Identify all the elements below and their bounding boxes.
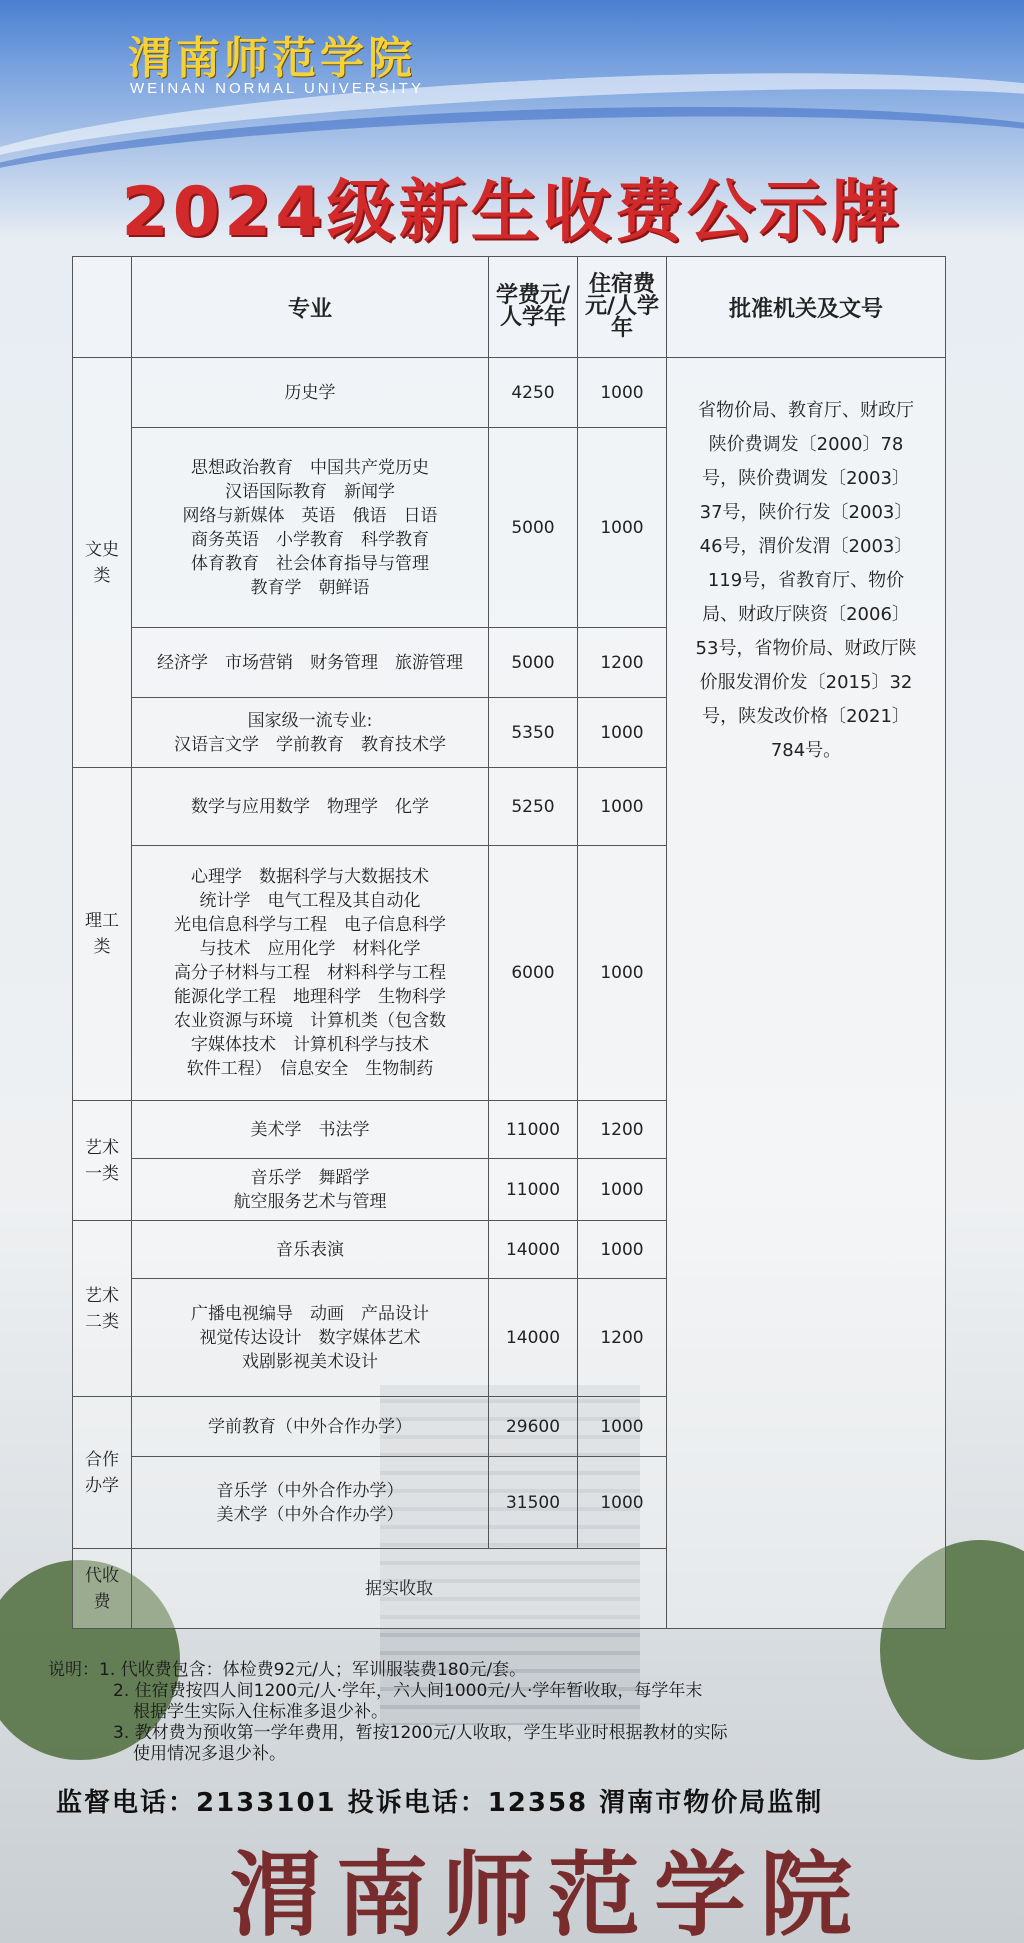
dorm-cell: 1000 bbox=[578, 698, 667, 768]
tuition-cell: 5000 bbox=[489, 628, 578, 698]
dorm-cell: 1000 bbox=[578, 1397, 667, 1457]
note-line: 2. 住宿费按四人间1200元/人·学年，六人间1000元/人·学年暂收取，每学年末 bbox=[113, 1681, 703, 1701]
dorm-cell: 1200 bbox=[578, 1101, 667, 1159]
header-dorm-text: 住宿费元/人学年 bbox=[584, 272, 660, 341]
tuition-cell: 5250 bbox=[489, 768, 578, 846]
header-major: 专业 bbox=[132, 257, 489, 358]
category-cell: 艺术二类 bbox=[73, 1221, 132, 1397]
note-line: 说明：1. 代收费包含：体检费92元/人；军训服装费180元/套。 bbox=[48, 1660, 527, 1680]
major-cell: 心理学 数据科学与大数据技术 统计学 电气工程及其自动化 光电信息科学与工程 电子信息科学 与技术 应用化学 材料化学 高分子材料与工程 材料科学与工程 能源化学工程 地理科学 生物科学 农业资源与环境 计算机类（包含数 字媒体技术 计算机科学与技术 软件工程） 信息安全 生物制药 bbox=[132, 846, 489, 1101]
university-logo-en: WEINAN NORMAL UNIVERSITY bbox=[130, 80, 424, 97]
dorm-cell: 1000 bbox=[578, 1457, 667, 1549]
tuition-cell: 11000 bbox=[489, 1101, 578, 1159]
dorm-cell: 1000 bbox=[578, 846, 667, 1101]
category-cell: 艺术一类 bbox=[73, 1101, 132, 1221]
header-tuition bbox=[489, 257, 578, 358]
major-cell: 美术学 书法学 bbox=[132, 1101, 489, 1159]
tuition-cell: 6000 bbox=[489, 846, 578, 1101]
major-cell: 音乐学（中外合作办学） 美术学（中外合作办学） bbox=[132, 1457, 489, 1549]
university-logo-cn: 渭南师范学院 bbox=[128, 33, 416, 84]
header-blank bbox=[73, 257, 132, 358]
tuition-cell: 4250 bbox=[489, 358, 578, 428]
page-title: 2024级新生收费公示牌 bbox=[121, 173, 903, 252]
dorm-cell: 1000 bbox=[578, 358, 667, 428]
major-cell: 经济学 市场营销 财务管理 旅游管理 bbox=[132, 628, 489, 698]
category-cell: 文史类 bbox=[73, 358, 132, 768]
note-line: 使用情况多退少补。 bbox=[133, 1744, 286, 1764]
dorm-cell: 1200 bbox=[578, 628, 667, 698]
header-dorm bbox=[578, 257, 667, 358]
tuition-cell: 29600 bbox=[489, 1397, 578, 1457]
dorm-cell: 1000 bbox=[578, 1221, 667, 1279]
category-cell: 代收费 bbox=[73, 1549, 132, 1629]
major-cell: 音乐学 舞蹈学 航空服务艺术与管理 bbox=[132, 1159, 489, 1221]
calligraphy-logo: 渭南师范学院 bbox=[230, 1841, 867, 1943]
major-cell: 学前教育（中外合作办学） bbox=[132, 1397, 489, 1457]
tuition-cell: 14000 bbox=[489, 1279, 578, 1397]
major-cell: 广播电视编导 动画 产品设计 视觉传达设计 数字媒体艺术 戏剧影视美术设计 bbox=[132, 1279, 489, 1397]
contact-line: 监督电话：2133101 投诉电话：12358 渭南市物价局监制 bbox=[56, 1788, 824, 1818]
category-cell: 合作办学 bbox=[73, 1397, 132, 1549]
approval-text: 省物价局、教育厅、财政厅陕价费调发〔2000〕78号，陕价费调发〔2003〕37号，陕价行发〔2003〕46号，渭价发渭〔2003〕119号，省教育厅、物价局、财政厅陕资〔2006〕53号，省物价局、财政厅陕价服发渭价发〔2015〕32号，陕发改价格〔2021〕784号。 bbox=[667, 358, 946, 1629]
category-cell: 理工类 bbox=[73, 768, 132, 1101]
dorm-cell: 1000 bbox=[578, 428, 667, 628]
dorm-cell: 1000 bbox=[578, 768, 667, 846]
header-approval: 批准机关及文号 bbox=[667, 257, 946, 358]
tuition-cell: 31500 bbox=[489, 1457, 578, 1549]
fee-table bbox=[72, 256, 946, 1629]
notes-section bbox=[48, 1660, 988, 1765]
dorm-cell: 1000 bbox=[578, 1159, 667, 1221]
tuition-cell: 14000 bbox=[489, 1221, 578, 1279]
note-line: 根据学生实际入住标准多退少补。 bbox=[133, 1702, 388, 1722]
dorm-cell: 1200 bbox=[578, 1279, 667, 1397]
collected-text: 据实收取 bbox=[132, 1549, 667, 1629]
major-cell: 思想政治教育 中国共产党历史 汉语国际教育 新闻学 网络与新媒体 英语 俄语 日语 商务英语 小学教育 科学教育 体育教育 社会体育指导与管理 教育学 朝鲜语 bbox=[132, 428, 489, 628]
header-tuition-text: 学费元/人学年 bbox=[495, 283, 571, 330]
major-cell: 音乐表演 bbox=[132, 1221, 489, 1279]
tuition-cell: 5000 bbox=[489, 428, 578, 628]
major-cell: 国家级一流专业: 汉语言文学 学前教育 教育技术学 bbox=[132, 698, 489, 768]
tuition-cell: 11000 bbox=[489, 1159, 578, 1221]
major-cell: 历史学 bbox=[132, 358, 489, 428]
tuition-cell: 5350 bbox=[489, 698, 578, 768]
note-line: 3. 教材费为预收第一学年费用，暂按1200元/人收取，学生毕业时根据教材的实际 bbox=[113, 1723, 728, 1743]
major-cell: 数学与应用数学 物理学 化学 bbox=[132, 768, 489, 846]
